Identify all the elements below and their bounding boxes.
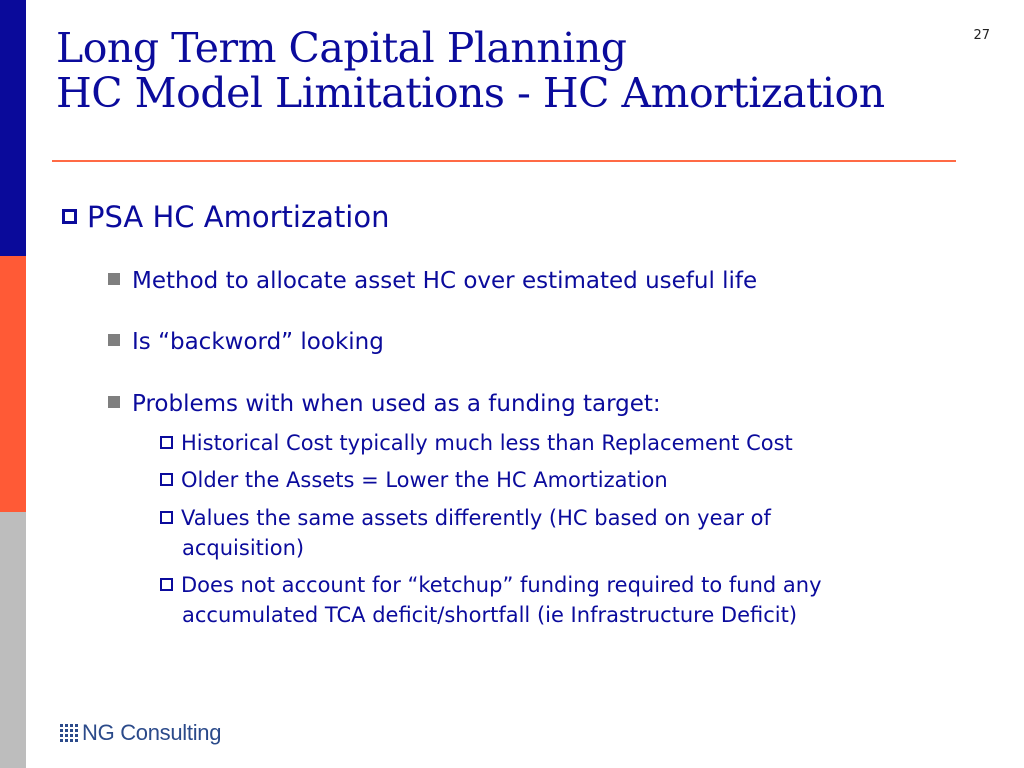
title-line-2: HC Model Limitations - HC Amortization	[56, 69, 885, 117]
square-bullet-icon	[108, 273, 120, 285]
hollow-square-bullet-icon	[160, 473, 173, 486]
sub-bullet-backword	[108, 329, 384, 355]
problem-item-values-differently	[160, 503, 990, 563]
problem-text: Historical Cost typically much less than Replacement Cost	[181, 431, 793, 455]
hollow-square-bullet-icon	[160, 578, 173, 591]
problem-text-continued: acquisition)	[182, 536, 305, 560]
problem-text-continued: accumulated TCA deficit/shortfall (ie Infrastructure Deficit)	[182, 603, 798, 627]
hollow-square-bullet-icon	[160, 511, 173, 524]
sub-bullet-method	[108, 268, 757, 294]
slide-number: 27	[973, 28, 990, 43]
sub-bullet-text: Is “backword” looking	[132, 329, 384, 355]
title-line-1: Long Term Capital Planning	[56, 24, 627, 72]
logo-dots-icon	[60, 724, 78, 742]
main-bullet-text: PSA HC Amortization	[87, 200, 390, 234]
sub-bullet-text: Problems with when used as a funding target:	[132, 391, 661, 417]
problem-item-older-assets	[160, 465, 990, 495]
sub-bullet-text: Method to allocate asset HC over estimated useful life	[132, 268, 758, 294]
problem-text: Older the Assets = Lower the HC Amortization	[181, 468, 668, 492]
ng-consulting-logo	[60, 718, 221, 748]
logo-text: NG Consulting	[82, 720, 222, 745]
problem-item-ketchup-funding	[160, 570, 990, 630]
square-bullet-icon	[108, 396, 120, 408]
problem-item-historical-cost	[160, 428, 990, 458]
sub-bullet-problems	[108, 391, 661, 417]
hollow-square-bullet-icon	[160, 436, 173, 449]
main-bullet	[62, 200, 390, 234]
hollow-square-bullet-icon	[62, 209, 77, 224]
problem-text: Values the same assets differently (HC based on year of	[181, 506, 771, 530]
square-bullet-icon	[108, 334, 120, 346]
problem-text: Does not account for “ketchup” funding required to fund any	[181, 573, 822, 597]
